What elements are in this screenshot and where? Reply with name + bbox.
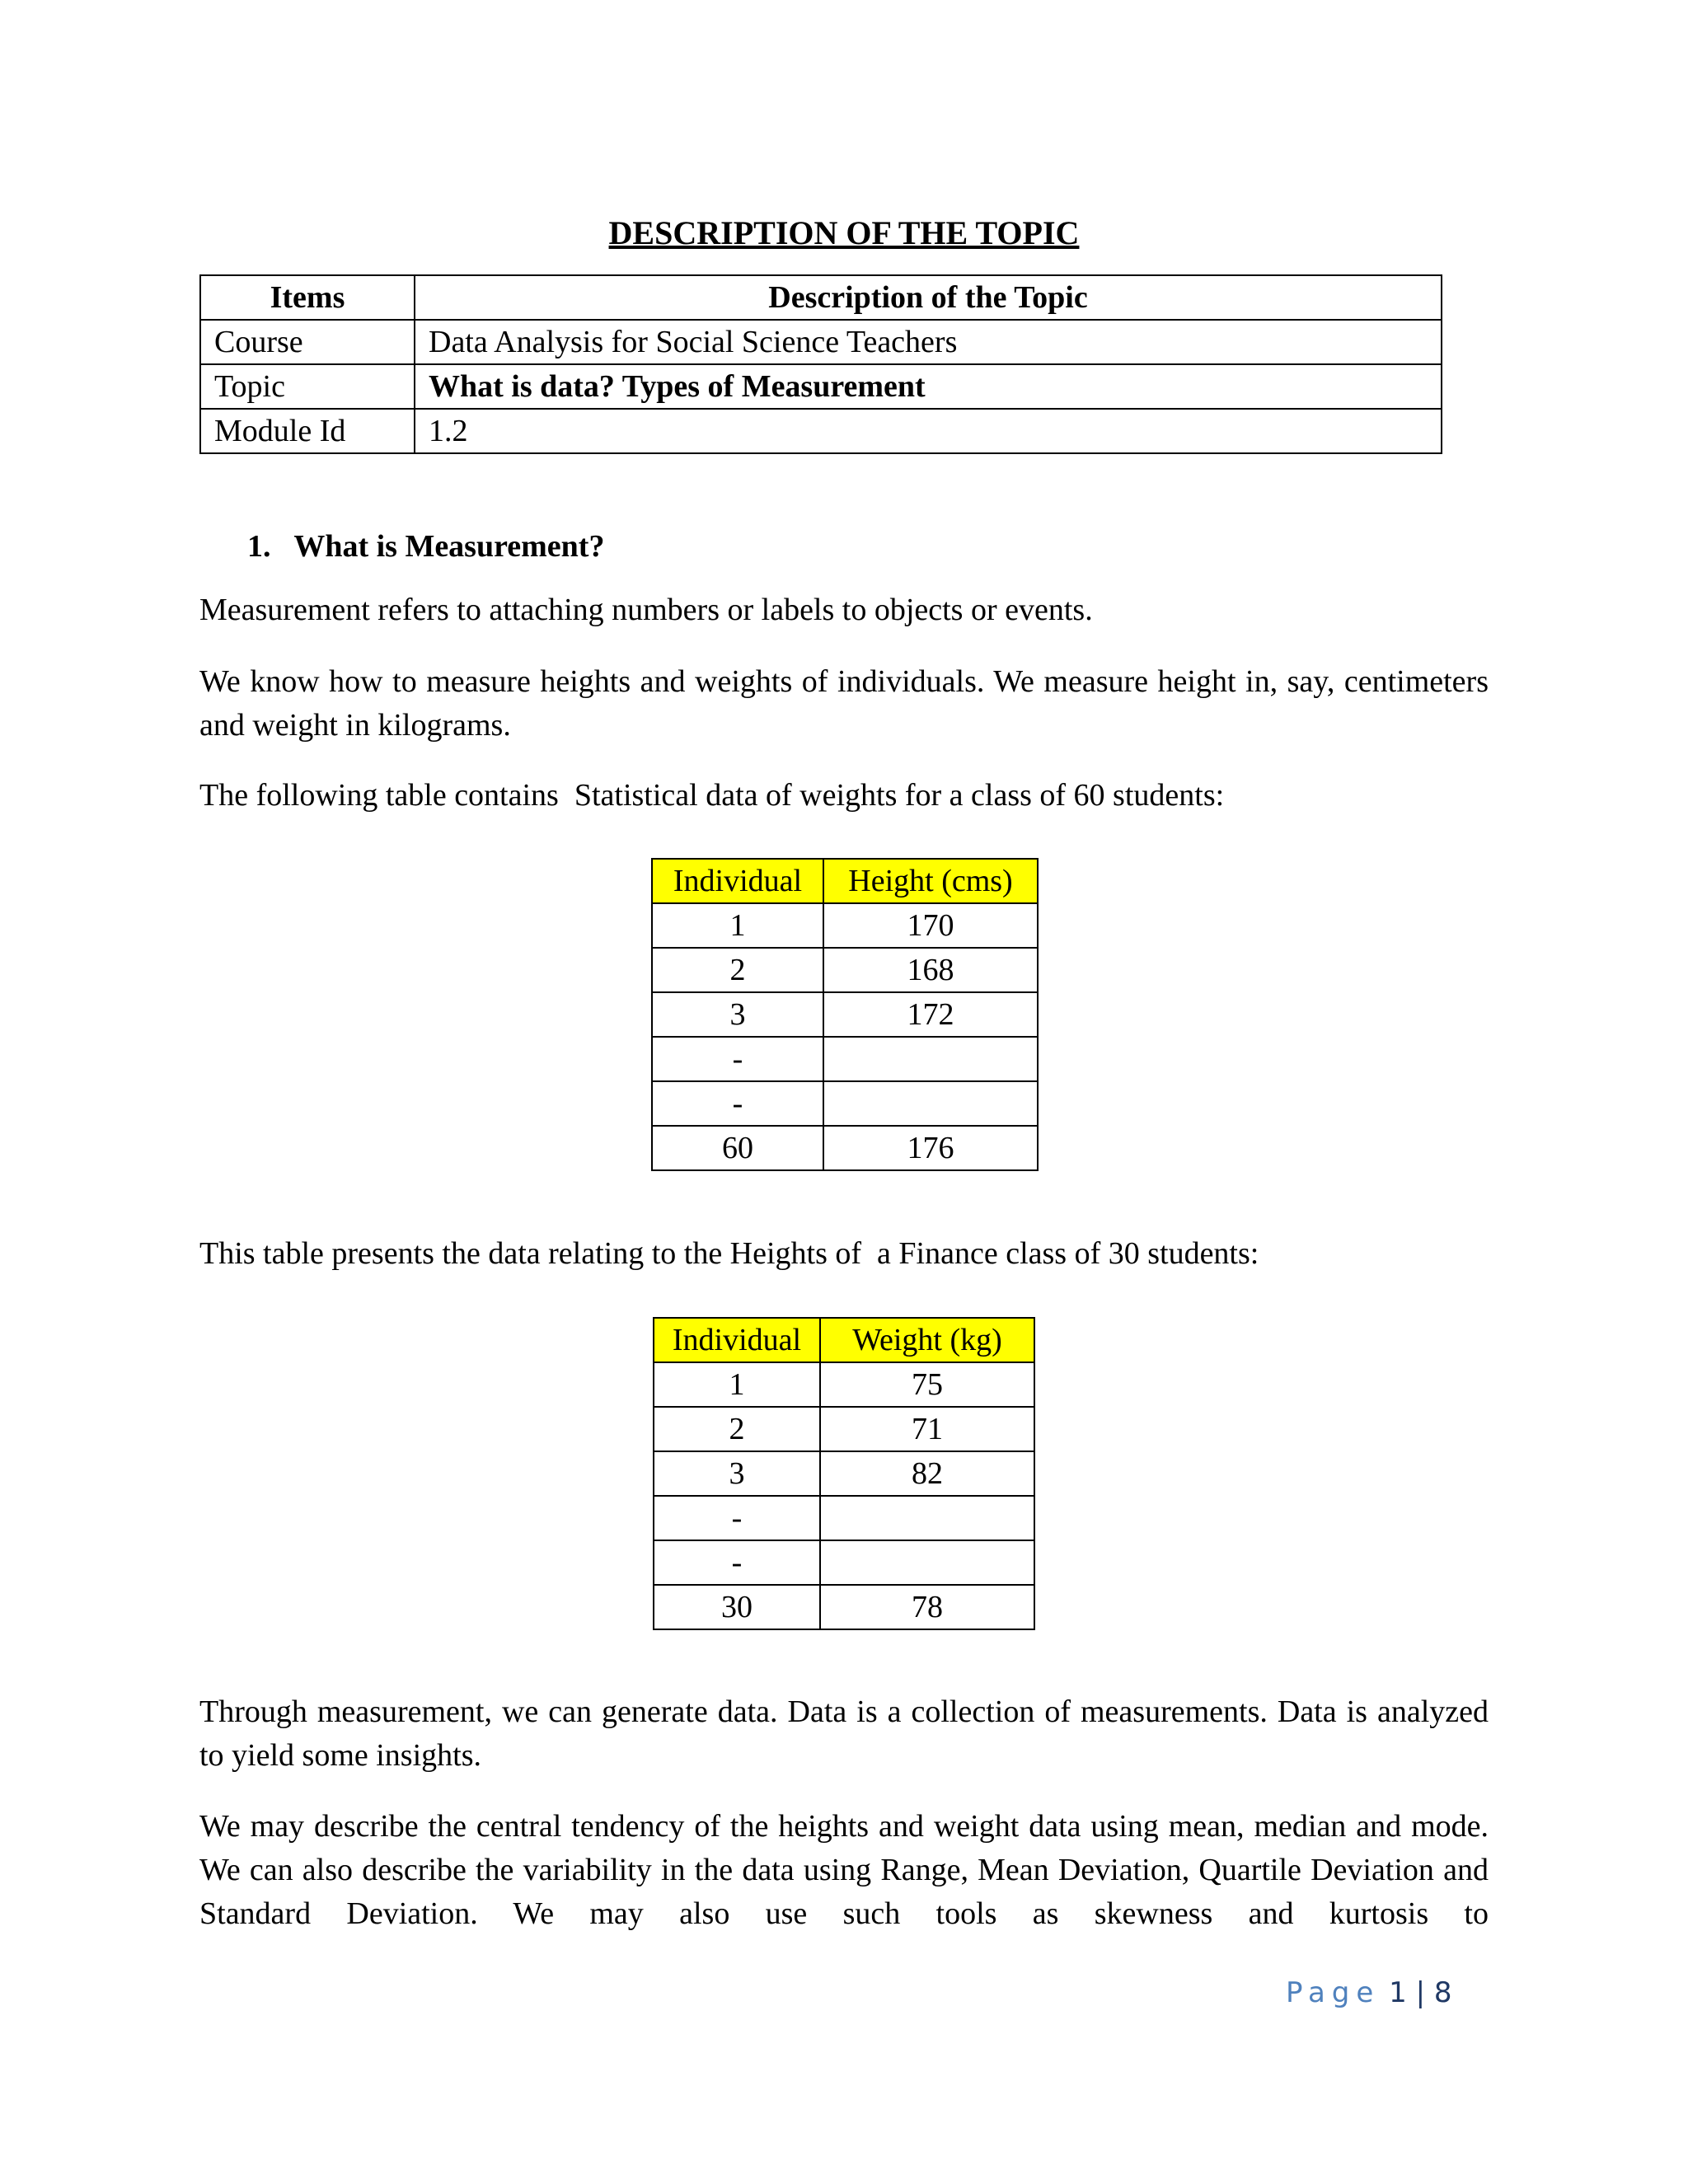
table-row [654,1451,1034,1496]
table-row [654,1585,1034,1629]
row-value-topic: What is data? Types of Measurement [415,364,1442,409]
cell-weight [820,1540,1034,1585]
cell-weight: 71 [820,1407,1034,1451]
cell-individual: 1 [652,903,823,948]
header-description: Description of the Topic [415,275,1442,320]
table-row [654,1496,1034,1540]
row-label-module-id: Module Id [200,409,415,453]
page-footer [1286,1976,1451,2009]
table-row [652,903,1038,948]
header-individual: Individual [652,859,823,903]
description-table-header [200,275,1442,320]
weight-table [653,1317,1035,1630]
cell-individual: 60 [652,1126,823,1170]
table-row [652,1126,1038,1170]
height-table-header [652,859,1038,903]
header-height: Height (cms) [823,859,1038,903]
table-row [654,1407,1034,1451]
weight-table-header [654,1318,1034,1362]
section-heading: 1. What is Measurement? [247,529,605,564]
page-label: Page [1286,1976,1381,2009]
cell-individual: - [652,1037,823,1081]
table-row [652,1081,1038,1126]
header-items: Items [200,275,415,320]
cell-individual: 3 [652,992,823,1037]
cell-individual: - [654,1496,820,1540]
cell-weight: 82 [820,1451,1034,1496]
row-label-course: Course [200,320,415,364]
table-row [652,948,1038,992]
cell-height [823,1081,1038,1126]
paragraph-central-tendency: We may describe the central tendency of the heights and weight data using mean, median and mode. We can also describe the variability in the data using Range, Mean Deviation, Quartile Deviation and Standard Deviation. We may also use such tools as skewness and kurtosis to [199,1809,1489,1931]
cell-height: 170 [823,903,1038,948]
table-row [652,992,1038,1037]
paragraph-heights-table-intro: This table presents the data relating to the Heights of a Finance class of 30 students: [199,1236,1259,1271]
description-table [199,274,1442,454]
table-row [200,409,1442,453]
cell-individual: - [654,1540,820,1585]
cell-height [823,1037,1038,1081]
header-individual: Individual [654,1318,820,1362]
table-row [652,1037,1038,1081]
cell-individual: 2 [652,948,823,992]
height-table [651,858,1039,1171]
row-label-topic: Topic [200,364,415,409]
cell-height: 172 [823,992,1038,1037]
cell-weight: 75 [820,1362,1034,1407]
cell-individual: - [652,1081,823,1126]
cell-height: 176 [823,1126,1038,1170]
paragraph-heights-weights: We know how to measure heights and weights of individuals. We measure height in, say, centimeters and weight in kilograms. [199,664,1489,743]
header-weight: Weight (kg) [820,1318,1034,1362]
cell-individual: 30 [654,1585,820,1629]
cell-weight: 78 [820,1585,1034,1629]
cell-individual: 1 [654,1362,820,1407]
paragraph-measurement-definition: Measurement refers to attaching numbers or labels to objects or events. [199,593,1093,627]
table-row [200,320,1442,364]
cell-height: 168 [823,948,1038,992]
table-row [654,1540,1034,1585]
cell-weight [820,1496,1034,1540]
table-row [654,1362,1034,1407]
row-value-course: Data Analysis for Social Science Teachers [415,320,1442,364]
table-row [200,364,1442,409]
paragraph-generate-data: Through measurement, we can generate data. Data is a collection of measurements. Data is analyzed to yield some insights. [199,1694,1489,1773]
cell-individual: 2 [654,1407,820,1451]
cell-individual: 3 [654,1451,820,1496]
row-value-module-id: 1.2 [415,409,1442,453]
page-number: 1 | 8 [1389,1976,1452,2009]
page-title: DESCRIPTION OF THE TOPIC [608,214,1080,251]
paragraph-weights-table-intro: The following table contains Statistical data of weights for a class of 60 students: [199,778,1225,813]
